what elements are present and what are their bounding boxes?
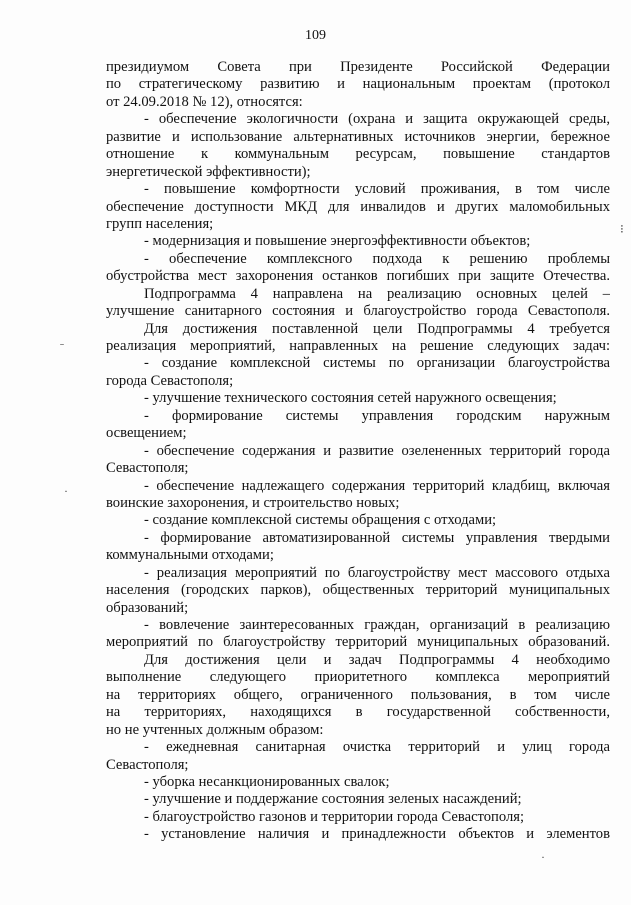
text-line: - формирование автоматизированной системы управления твердыми [144,529,610,546]
text-line: на территориях общего, ограниченного пользования, в том числе [106,686,610,703]
text-line: президиумом Совета при Президенте Российской Федерации [106,59,610,75]
text-line: - ежедневная санитарная очистка территорий и улиц города [144,739,610,756]
text-line: города Севастополя; [106,372,234,389]
text-line: на территориях, находящихся в государственной собственности, [106,704,610,721]
scan-speck: ˉ [60,340,64,354]
text-line: Севастополя; [106,460,189,477]
text-line: Севастополя; [106,756,189,773]
body-text [106,59,610,844]
text-line: освещением; [106,425,187,442]
text-line: - вовлечение заинтересованных граждан, организаций в реализацию [144,617,610,633]
text-line: по стратегическому развитию и национальным проектам (протокол [106,76,610,93]
text-line: отношение к коммунальным ресурсам, повышение стандартов [106,146,610,163]
text-line: - улучшение и поддержание состояния зеленых насаждений; [144,791,522,808]
scan-speck: · [64,484,68,498]
scan-speck: ⁝ [620,222,624,236]
text-line: от 24.09.2018 № 12), относятся: [106,93,303,110]
text-line: - обеспечение содержания и развитие озелененных территорий города [144,442,610,459]
text-line: обустройства мест захоронения останков погибших при защите Отечества. [106,268,610,285]
text-line: - реализация мероприятий по благоустройству мест массового отдыха [144,564,610,581]
text-line: улучшение санитарного состояния и благоустройство города Севастополя. [106,303,610,320]
text-line: групп населения; [106,215,214,232]
text-line: - уборка несанкционированных свалок; [144,773,390,790]
text-line: - повышение комфортности условий проживания, в том числе [144,181,610,198]
text-line: мероприятий по благоустройству территорий муниципальных образований. [106,634,610,651]
text-line: населения (городских парков), общественных территорий муниципальных [106,582,610,599]
text-line: энергетической эффективности); [106,163,311,180]
text-line: образований; [106,599,189,616]
text-line: Подпрограмма 4 направлена на реализацию основных целей – [144,285,610,302]
text-line: но не учтенных должным образом: [106,721,324,738]
text-line: Для достижения цели и задач Подпрограммы 4 необходимо [144,651,610,668]
text-line: выполнение следующего приоритетного комплекса мероприятий [106,669,610,686]
text-line: Для достижения поставленной цели Подпрограммы 4 требуется [144,320,610,337]
text-line: - обеспечение экологичности (охрана и защита окружающей среды, [144,111,610,128]
text-line: - формирование системы управления городским наружным [144,407,610,424]
text-line: - создание комплексной системы по организации благоустройства [144,355,610,372]
text-line: развитие и использование альтернативных источников энергии, бережное [106,128,610,145]
scan-speck: · [541,850,545,864]
text-line: реализация мероприятий, направленных на решение следующих задач: [106,338,610,354]
text-line: - создание комплексной системы обращения с отходами; [144,512,497,529]
text-line: воинские захоронения, и строительство новых; [106,494,400,511]
text-line: - обеспечение надлежащего содержания территорий кладбищ, включая [144,477,610,494]
text-line: - улучшение технического состояния сетей наружного освещения; [144,390,557,407]
text-line: - обеспечение комплексного подхода к решению проблемы [144,250,610,267]
text-line: - благоустройство газонов и территории города Севастополя; [144,808,524,825]
text-line: коммунальными отходами; [106,547,274,564]
text-line: обеспечение доступности МКД для инвалидов и других маломобильных [106,198,610,215]
text-line: - модернизация и повышение энергоэффективности объектов; [144,233,531,250]
page-number: 109 [305,28,326,43]
text-line: - установление наличия и принадлежности объектов и элементов [144,826,610,843]
